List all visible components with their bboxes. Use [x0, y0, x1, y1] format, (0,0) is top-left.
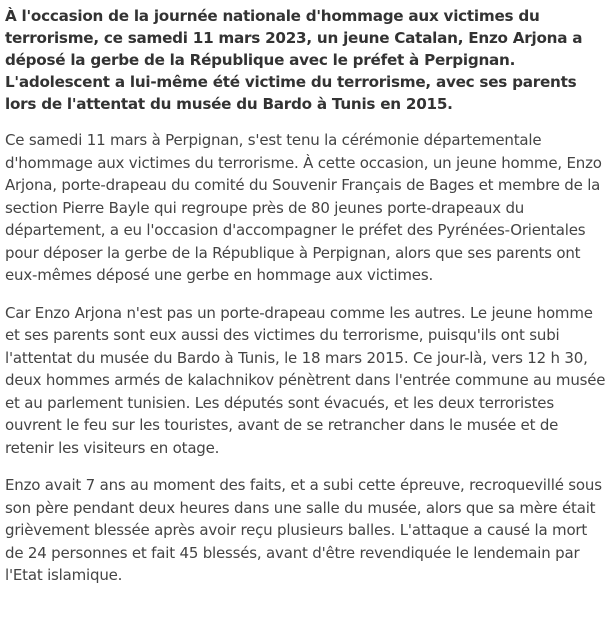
- article-lead: À l'occasion de la journée nationale d'hommage aux victimes du terrorisme, ce samedi 11 mars 2023, un jeune Catalan, Enzo Arjona a déposé la gerbe de la République avec le préfet à Perpignan. L'adolescent a lui-même été victime du terrorisme, avec ses parents lors de l'attentat du musée du Bardo à Tunis en 2015.: [5, 7, 583, 113]
- article-paragraph-2: Car Enzo Arjona n'est pas un porte-drapeau comme les autres. Le jeune homme et ses parents sont eux aussi des victimes du terrorisme, puisqu'ils ont subi l'attentat du musée du Bardo à Tunis, le 18 mars 2015. Ce jour-là, vers 12 h 30, deux hommes armés de kalachnikov pénètrent dans l'entrée commune au musée et au parlement tunisien. Les députés sont évacués, et les deux terroristes ouvrent le feu sur les touristes, avant de se retrancher dans le musée et de retenir les visiteurs en otage.: [5, 303, 606, 457]
- article-paragraph-1: Ce samedi 11 mars à Perpignan, s'est tenu la cérémonie départementale d'hommage aux victimes du terrorisme. À cette occasion, un jeune homme, Enzo Arjona, porte-drapeau du comité du Souvenir Français de Bages et membre de la section Pierre Bayle qui regroupe près de 80 jeunes porte-drapeaux du département, a eu l'occasion d'accompagner le préfet des Pyrénées-Orientales pour déposer la gerbe de la République à Perpignan, alors que ses parents ont eux-mêmes déposé une gerbe en hommage aux victimes.: [5, 131, 602, 284]
- article-paragraph-3: Enzo avait 7 ans au moment des faits, et a subi cette épreuve, recroquevillé sous son père pendant deux heures dans une salle du musée, alors que sa mère était grièvement blessée après avoir reçu plusieurs balles. L'attaque a causé la mort de 24 personnes et fait 45 blessés, avant d'être revendiquée le lendemain par l'Etat islamique.: [5, 476, 602, 584]
- article-body: [5, 0, 608, 602]
